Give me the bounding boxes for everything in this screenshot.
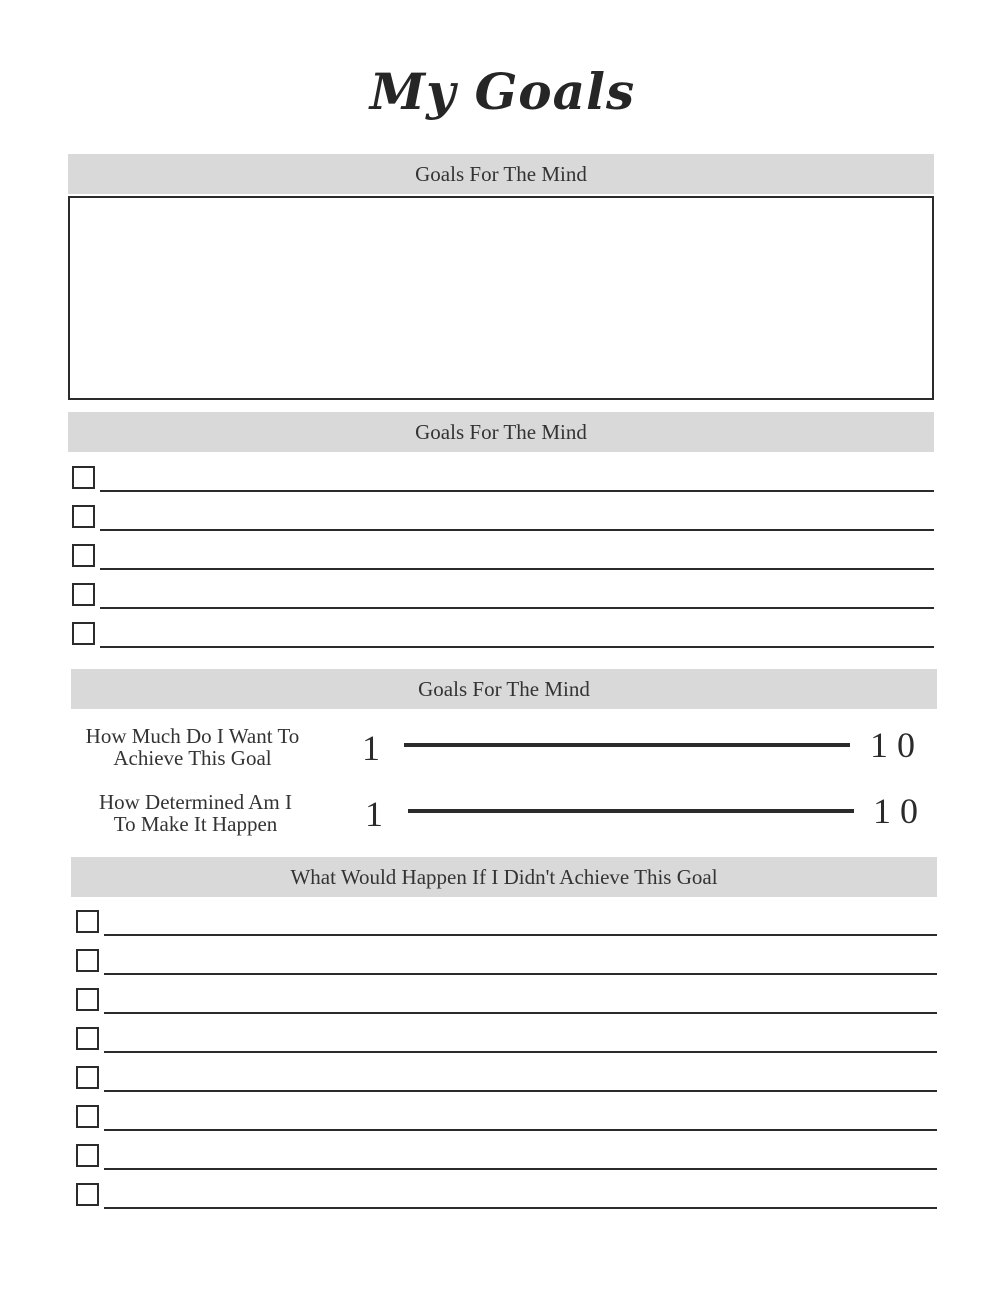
consequence-item-5: [76, 1066, 937, 1092]
section-header-consequence: What Would Happen If I Didn't Achieve This Goal: [71, 857, 937, 897]
write-line[interactable]: [100, 529, 934, 531]
write-line[interactable]: [100, 490, 934, 492]
goal-item-2: [72, 505, 934, 531]
write-line[interactable]: [104, 1207, 937, 1209]
checkbox[interactable]: [76, 1105, 99, 1128]
consequence-item-7: [76, 1144, 937, 1170]
write-line[interactable]: [104, 1051, 937, 1053]
scale-question-1: How Much Do I Want To Achieve This Goal: [85, 724, 300, 770]
goal-item-1: [72, 466, 934, 492]
checkbox[interactable]: [76, 1183, 99, 1206]
page-title: My Goals: [369, 62, 636, 121]
write-line[interactable]: [104, 934, 937, 936]
rating-scale-line[interactable]: [404, 743, 850, 747]
consequence-item-2: [76, 949, 937, 975]
scale-max-label: 1 0: [873, 791, 918, 831]
checkbox[interactable]: [72, 466, 95, 489]
scale-question-2: How Determined Am I To Make It Happen: [98, 790, 293, 836]
checkbox[interactable]: [76, 1066, 99, 1089]
rating-scale-line[interactable]: [408, 809, 854, 813]
checkbox[interactable]: [72, 505, 95, 528]
consequence-item-4: [76, 1027, 937, 1053]
consequence-item-6: [76, 1105, 937, 1131]
consequence-item-1: [76, 910, 937, 936]
checkbox[interactable]: [76, 988, 99, 1011]
checkbox[interactable]: [76, 1144, 99, 1167]
goal-item-3: [72, 544, 934, 570]
section-header-mind-2: Goals For The Mind: [68, 412, 934, 452]
consequence-item-3: [76, 988, 937, 1014]
scale-max-label: 1 0: [870, 725, 915, 765]
checkbox[interactable]: [72, 583, 95, 606]
checkbox[interactable]: [72, 544, 95, 567]
section-header-mind-3: Goals For The Mind: [71, 669, 937, 709]
write-line[interactable]: [104, 1129, 937, 1131]
checkbox[interactable]: [76, 1027, 99, 1050]
scale-min-label: 1: [362, 728, 380, 768]
write-line[interactable]: [100, 568, 934, 570]
checkbox[interactable]: [72, 622, 95, 645]
checkbox[interactable]: [76, 910, 99, 933]
write-line[interactable]: [104, 1012, 937, 1014]
notes-textarea[interactable]: [68, 196, 934, 400]
scale-min-label: 1: [365, 794, 383, 834]
write-line[interactable]: [104, 1090, 937, 1092]
write-line[interactable]: [100, 607, 934, 609]
write-line[interactable]: [100, 646, 934, 648]
goal-item-4: [72, 583, 934, 609]
write-line[interactable]: [104, 973, 937, 975]
section-header-mind-1: Goals For The Mind: [68, 154, 934, 194]
checkbox[interactable]: [76, 949, 99, 972]
consequence-item-8: [76, 1183, 937, 1209]
goal-item-5: [72, 622, 934, 648]
write-line[interactable]: [104, 1168, 937, 1170]
